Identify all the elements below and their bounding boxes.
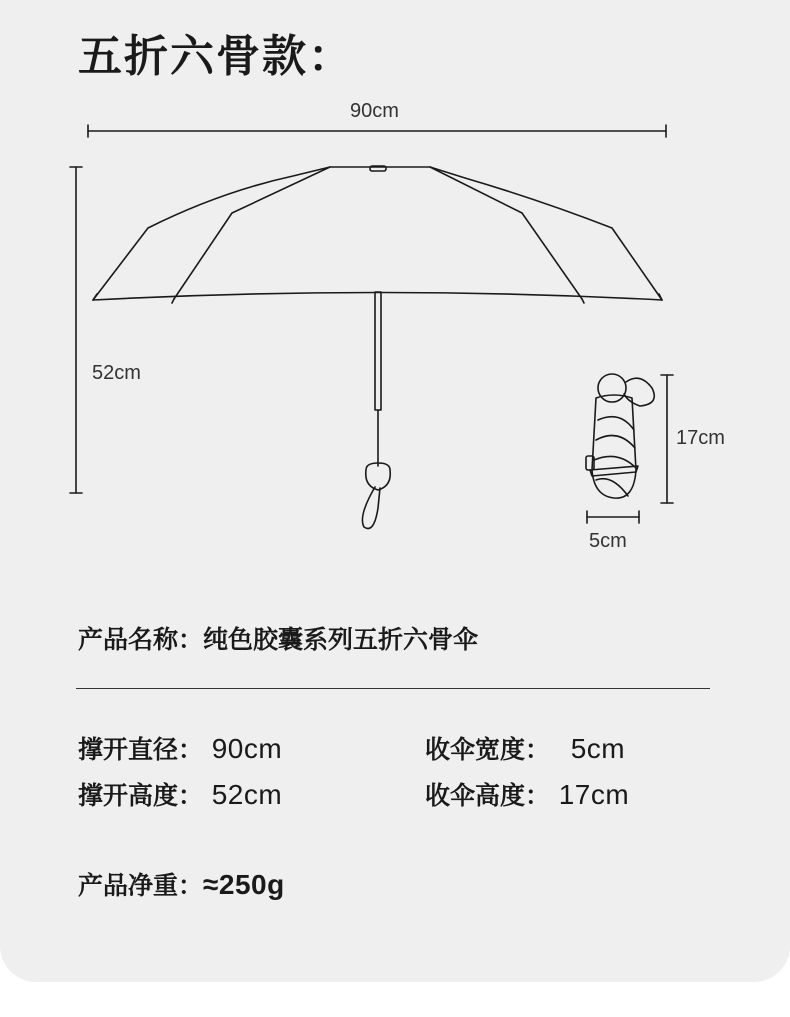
- divider: [76, 688, 710, 689]
- weight-label: 产品净重：: [78, 871, 204, 900]
- page-title: 五折六骨款：: [78, 31, 354, 82]
- spec-value: 5cm: [570, 733, 626, 764]
- product-name-value: 纯色胶囊系列五折六骨伞: [203, 625, 479, 654]
- product-name-label: 产品名称：: [78, 625, 204, 654]
- spec-label: 撑开直径：: [78, 735, 204, 764]
- spec-closed-width: [425, 730, 625, 766]
- height-dimension-line: [70, 167, 82, 493]
- closed-height-dimension-line: [661, 375, 673, 503]
- open-width-label: 90cm: [350, 100, 399, 122]
- spec-label: 收伞宽度：: [425, 735, 551, 764]
- product-name: [78, 620, 478, 656]
- spec-value: 90cm: [211, 733, 283, 764]
- spec-value: 17cm: [558, 779, 630, 810]
- width-dimension-line: [88, 125, 666, 137]
- closed-height-label: 17cm: [676, 427, 725, 449]
- spec-open-height: [78, 776, 282, 812]
- open-umbrella-icon: [93, 166, 662, 528]
- spec-open-diameter: [78, 730, 282, 766]
- closed-umbrella-icon: [586, 374, 654, 498]
- closed-width-label: 5cm: [589, 530, 627, 552]
- spec-label: 收伞高度：: [425, 781, 551, 810]
- spec-closed-height: [425, 776, 629, 812]
- weight-value: ≈250g: [203, 869, 285, 900]
- spec-label: 撑开高度：: [78, 781, 204, 810]
- closed-width-dimension-line: [587, 511, 639, 523]
- spec-value: 52cm: [211, 779, 283, 810]
- spec-weight: [78, 866, 285, 902]
- open-height-label: 52cm: [92, 362, 141, 384]
